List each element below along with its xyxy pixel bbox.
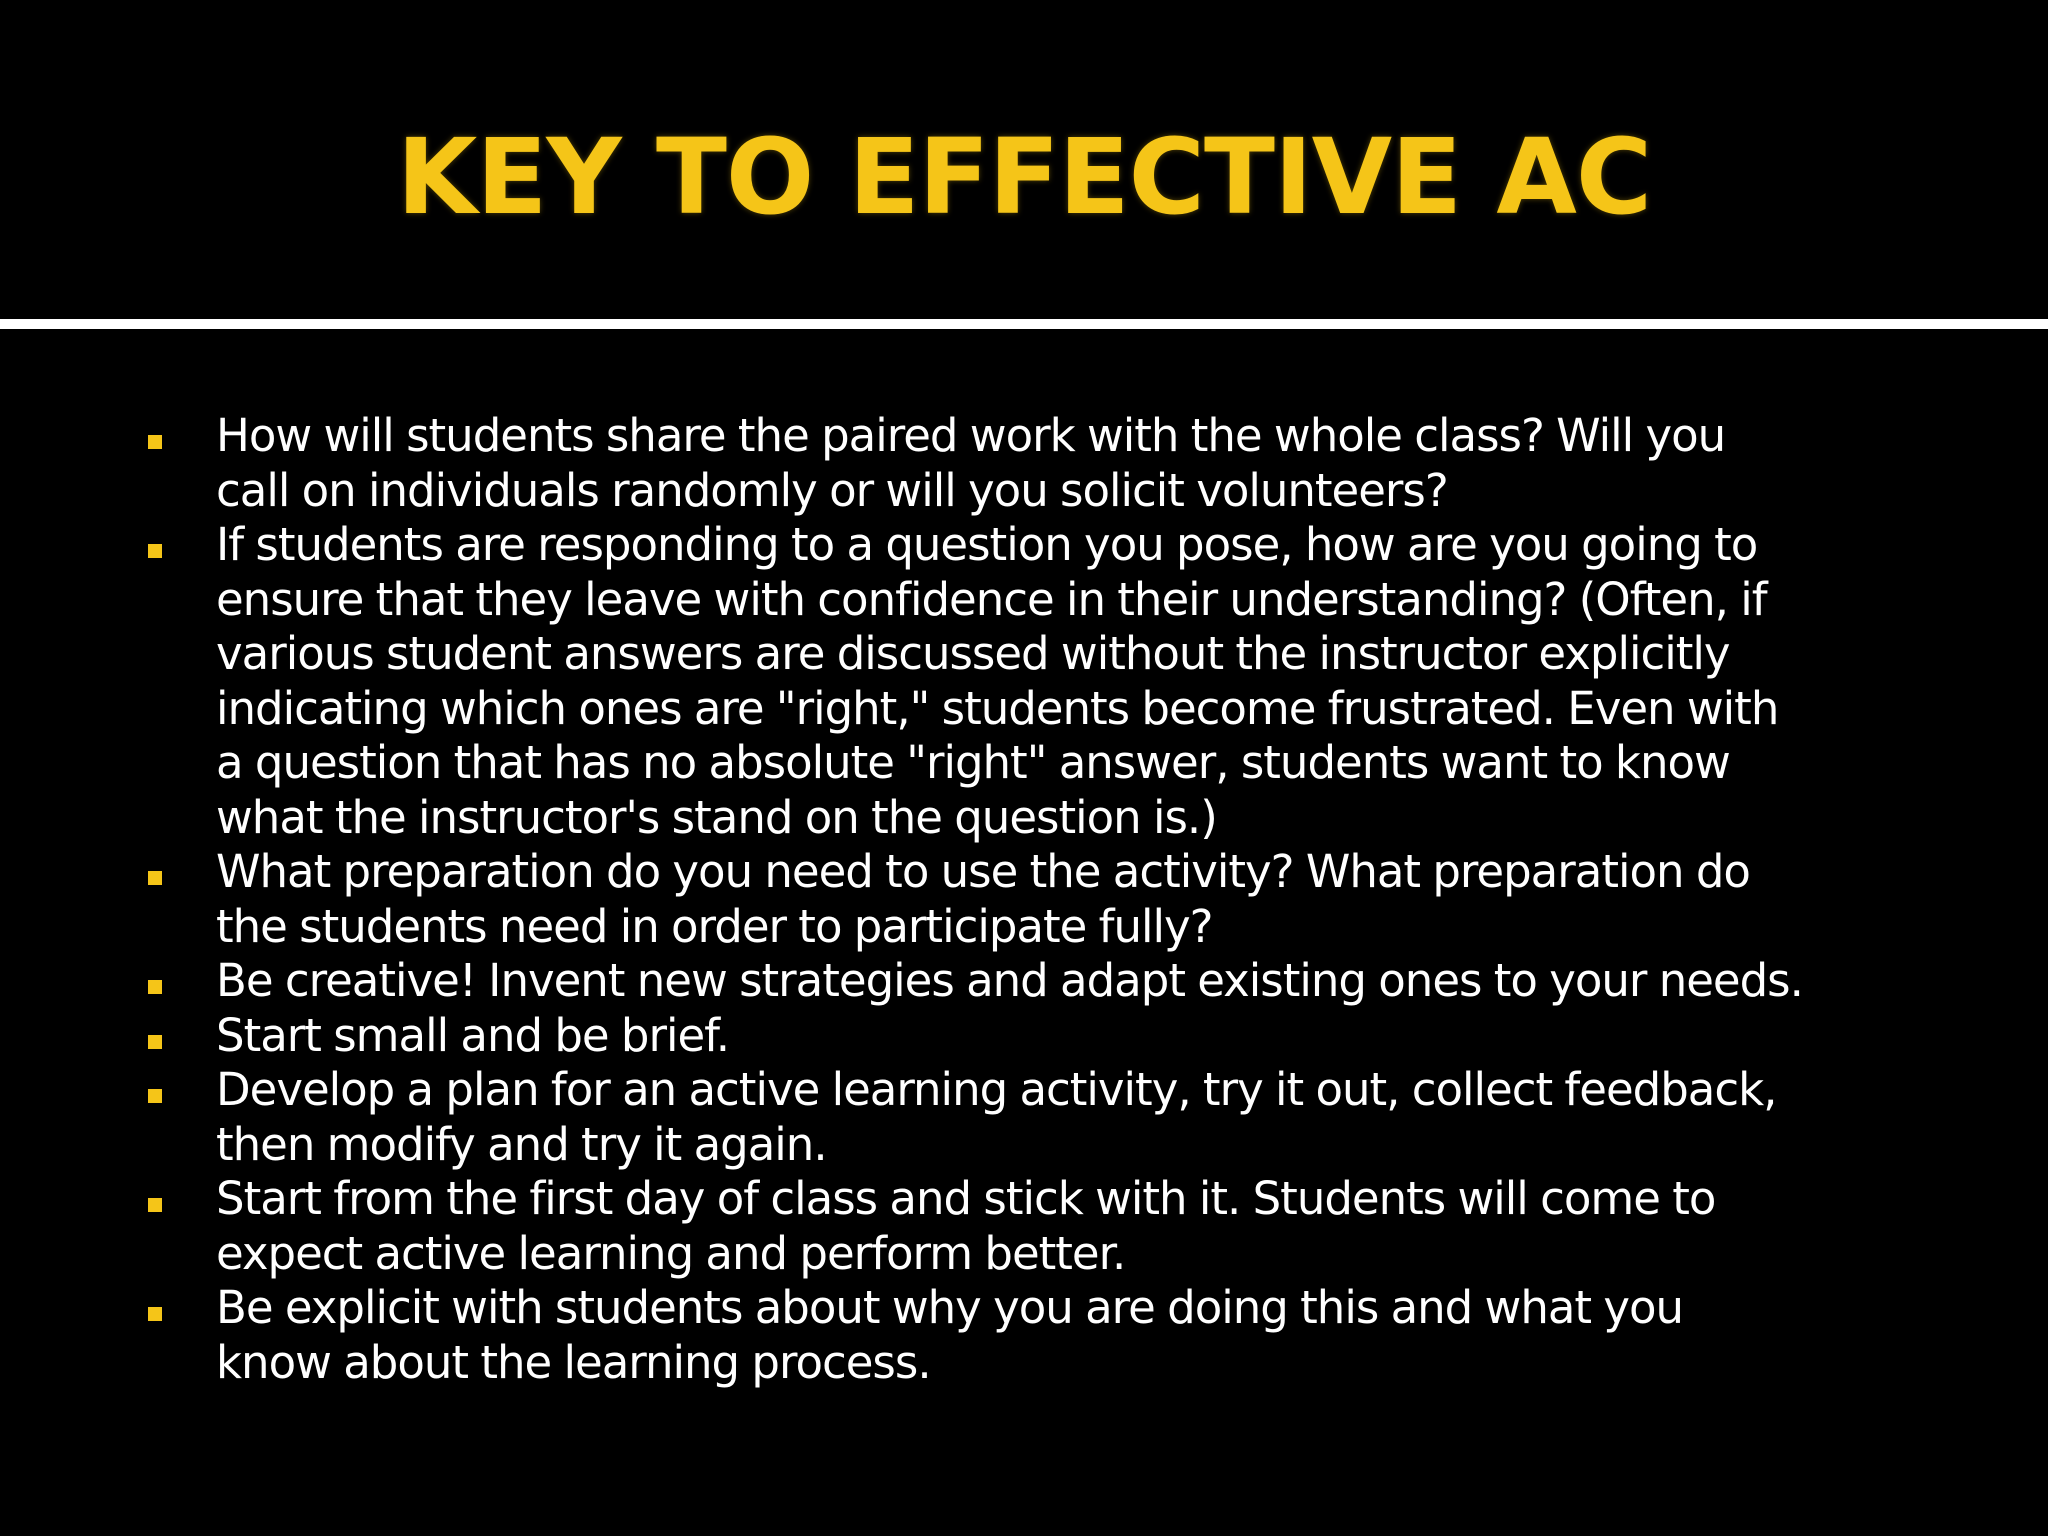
square-bullet-icon (148, 1089, 162, 1103)
bullet-item (216, 1172, 1916, 1281)
bullet-line: What preparation do you need to use the activity? What preparation do (216, 845, 1750, 898)
bullet-line: How will students share the paired work with the whole class? Will you (216, 409, 1726, 462)
bullet-line: Be creative! Invent new strategies and adapt existing ones to your needs. (216, 954, 1803, 1007)
square-bullet-icon (148, 435, 162, 449)
bullet-item (216, 954, 1916, 1009)
bullet-line: Start from the first day of class and stick with it. Students will come to (216, 1172, 1716, 1225)
bullet-line: Be explicit with students about why you are doing this and what you (216, 1281, 1684, 1334)
bullet-line: know about the learning process. (216, 1335, 931, 1389)
bullet-item (216, 518, 1916, 845)
bullet-line: call on individuals randomly or will you solicit volunteers? (216, 463, 1448, 517)
bullet-line: expect active learning and perform better. (216, 1226, 1126, 1280)
bullet-line: various student answers are discussed without the instructor explicitly (216, 627, 1730, 680)
square-bullet-icon (148, 871, 162, 885)
bullet-item (216, 409, 1916, 518)
bullet-line: what the instructor's stand on the question is.) (216, 790, 1217, 844)
square-bullet-icon (148, 544, 162, 558)
bullet-line: then modify and try it again. (216, 1117, 827, 1171)
bullet-line: If students are responding to a question you pose, how are you going to (216, 518, 1758, 571)
bullet-line: ensure that they leave with confidence in their understanding? (Often, if (216, 572, 1767, 626)
bullet-item (216, 845, 1916, 954)
slide-title: KEY TO EFFECTIVE AC (396, 116, 1652, 238)
bullet-item (216, 1281, 1916, 1390)
bullet-line: Start small and be brief. (216, 1008, 730, 1062)
square-bullet-icon (148, 980, 162, 994)
bullet-item (216, 1063, 1916, 1172)
bullet-line: Develop a plan for an active learning activity, try it out, collect feedback, (216, 1063, 1777, 1116)
title-divider (0, 319, 2048, 329)
bullet-line: a question that has no absolute "right" answer, students want to know (216, 736, 1730, 789)
bullet-line: the students need in order to participate fully? (216, 899, 1213, 953)
bullet-item (216, 1009, 1916, 1064)
bullet-line: indicating which ones are "right," students become frustrated. Even with (216, 681, 1779, 735)
square-bullet-icon (148, 1198, 162, 1212)
bullet-list (0, 409, 2048, 1390)
square-bullet-icon (148, 1035, 162, 1049)
square-bullet-icon (148, 1307, 162, 1321)
